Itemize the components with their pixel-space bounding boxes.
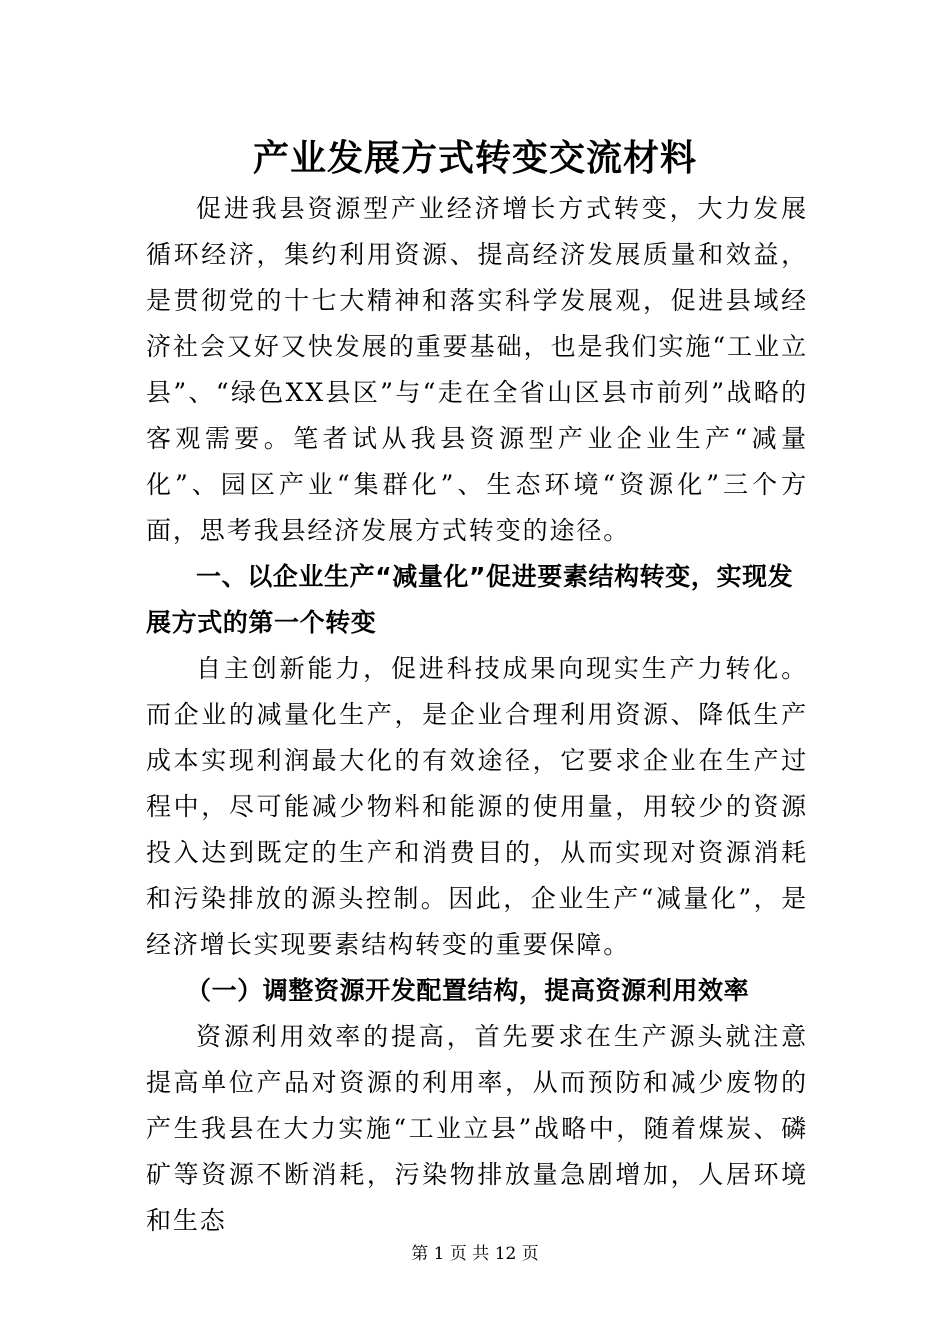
document-title: 产业发展方式转变交流材料 xyxy=(252,138,697,179)
paragraph-subsection-1: 资源利用效率的提高，首先要求在生产源头就注意提高单位产品对资源的利用率，从而预防和减少废物的产生我县在大力实施“工业立县”战略中，随着煤炭、磷矿等资源不断消耗，污染物排放量急剧增加，人居环境和生态 xyxy=(146,1022,808,1235)
section-heading-1: 一、以企业生产“减量化”促进要素结构转变，实现发展方式的第一个转变 xyxy=(146,562,794,637)
subsection-heading-1: （一）调整资源开发配置结构，提高资源利用效率 xyxy=(186,976,750,1005)
paragraph-section-1: 自主创新能力，促进科技成果向现实生产力转化。而企业的减量化生产，是企业合理利用资源、降低生产成本实现利润最大化的有效途径，它要求企业在生产过程中，尽可能减少物料和能源的使用量，用较少的资源投入达到既定的生产和消费目的，从而实现对资源消耗和污染排放的源头控制。因此，企业生产“减量化”，是经济增长实现要素结构转变的重要保障。 xyxy=(146,654,808,959)
page-number-footer: 第 1 页 共 12 页 xyxy=(411,1244,539,1264)
paragraph-intro: 促进我县资源型产业经济增长方式转变，大力发展循环经济，集约利用资源、提高经济发展质量和效益，是贯彻党的十七大精神和落实科学发展观，促进县域经济社会又好又快发展的重要基础，也是我们实施“工业立县”、“绿色XX县区”与“走在全省山区县市前列”战略的客观需要。笔者试从我县资源型产业企业生产“减量化”、园区产业“集群化”、生态环境“资源化”三个方面，思考我县经济发展方式转变的途径。 xyxy=(146,194,808,545)
document-body xyxy=(146,186,808,1244)
